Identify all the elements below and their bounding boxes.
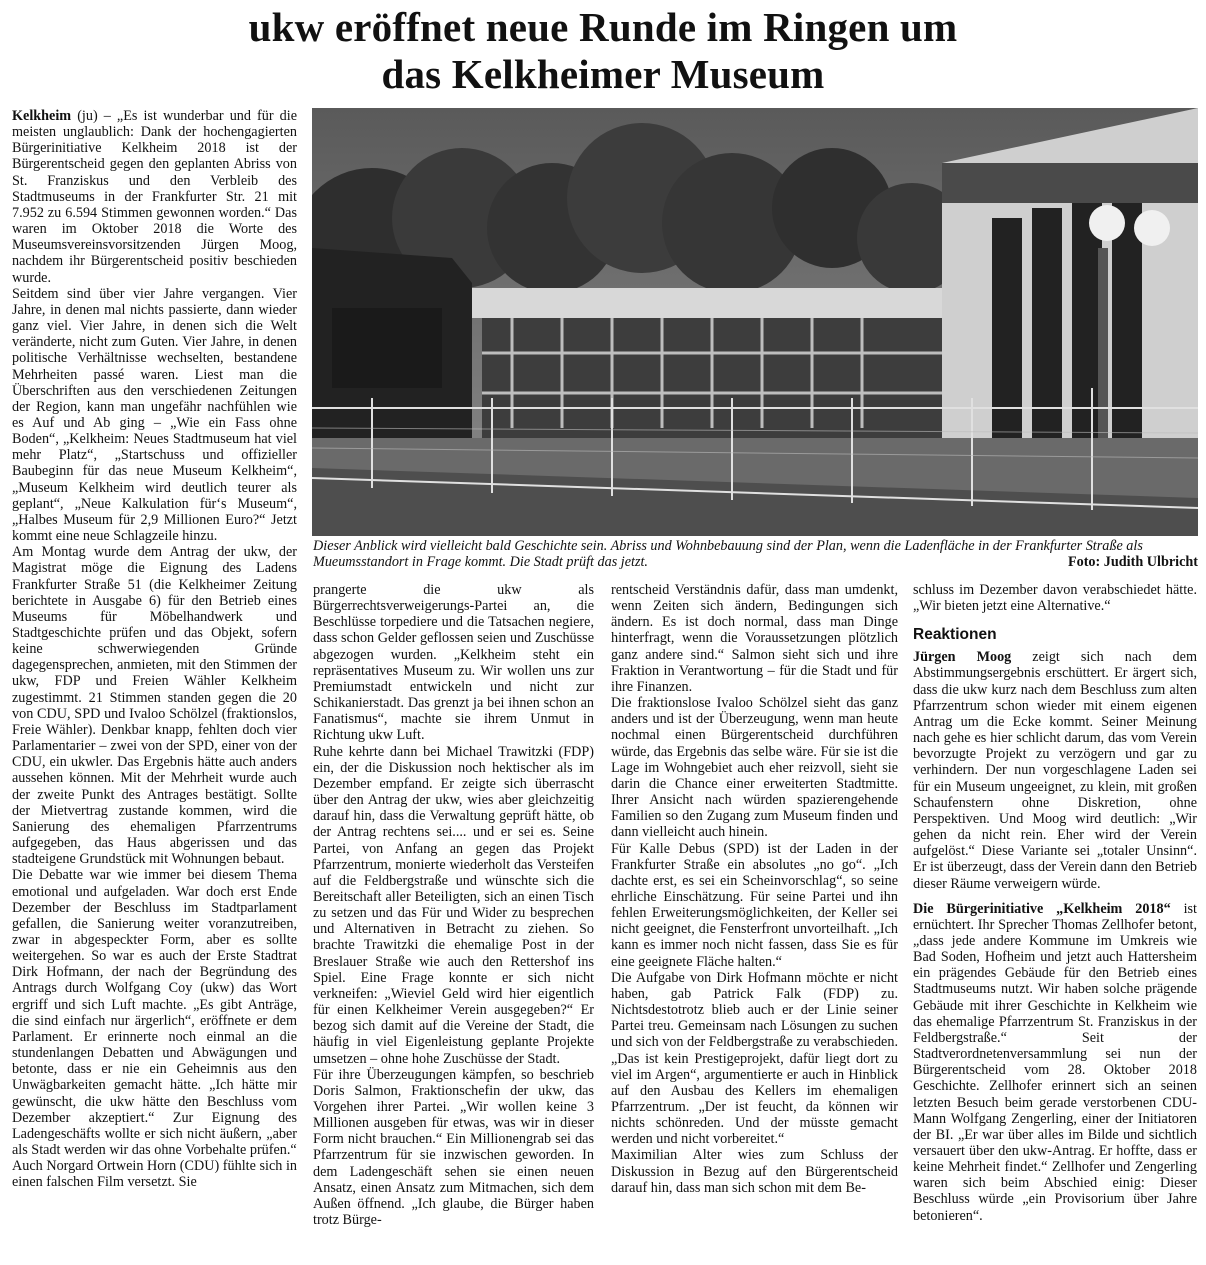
paragraph — [913, 901, 1197, 1224]
paragraph: rentscheid Verständnis dafür, dass man umdenkt, wenn Zeiten sich ändern, Bedingungen sich ändern. Es ist doch normal, dass man Dinge hinterfragt, wenn die Voraussetzungen plötzlich ganz andere sind.“ Salmon sieht sich und ihre Fraktion in Verantwortung – für die Stadt und für ihre Finanzen. — [611, 582, 898, 695]
paragraph-text: ist ernüchtert. Ihr Sprecher Thomas Zellhofer betont, „dass jede andere Kommune im Umkreis wie Bad Soden, Hofheim und jetzt auch Hattersheim ein prägendes Gebäude für den Betrieb eines Stadtmuseums nutzt. Wir haben solche prägende Gebäude mit ihrer Geschichte in Kelkheim wie das ehemalige Pfarrzentrum St. Franziskus in der Feldbergstraße.“ Seit der Stadtverordnetenversammlung sei nun der Bürgerentscheid vom 28. Oktober 2018 Geschichte. Zellhofer erinnert sich an seinen letzten Besuch beim gerade verstorbenen CDU-Mann Wolfgang Zengerling, einer der Initiatoren der BI. „Er war über alles im Bilde und sichtlich versauert über den ukw-Antrag. Er hoffte, dass er keine Mehrheit findet.“ Zellhofer und Zengerling waren sich beim Abschied einig: Dieser Beschluss würde „ein Provisorium über Jahre betonieren“. — [913, 900, 1197, 1224]
paragraph: Die fraktionslose Ivaloo Schölzel sieht das ganz anders und ist der Überzeugung, wenn man heute nochmal einen Bürgerentscheid durchführen würde, das Ergebnis das selbe wäre. Für sie ist die Lage im Wohngebiet auch eher reizvoll, sieht sie darin die Chance einer erweiterten Stadtmitte. Ihrer Ansicht nach würden spazierengehende Familien so den Zugang zum Museum finden und dann vielleicht auch hinein. — [611, 695, 898, 841]
paragraph — [12, 108, 297, 286]
paragraph: Ruhe kehrte dann bei Michael Trawitzki (FDP) ein, der die Diskussion noch hektischer als im Dezember empfand. Er zeigte sich überrascht über den Antrag der ukw, wies aber gleichzeitig darauf hin, dass die Verwaltung geprüft hätte, ob der Antrag rechtens sei.... und er sei es. Seine Partei, von Anfang an gegen das Projekt Pfarrzentrum, monierte wiederholt das Versteifen auf die Feldbergstraße und wünschte sich die Bereitschaft aller Beteiligten, sich an einen Tisch zu setzen und das Für und Wider zu besprechen und Alternativen in Betracht zu ziehen. So brachte Trawitzki die ehemalige Post in der Breslauer Straße wie auch den Rettershof ins Spiel. Eine Frage konnte er sich nicht verkneifen: „Wieviel Geld wird hier eigentlich für einen Kelkheimer Verein ausgegeben?“ Er bezog sich damit auf die Vereine der Stadt, die häufig in viel Eigenleistung geplante Projekte umsetzen – ohne hohe Zuschüsse der Stadt. — [313, 743, 594, 1067]
column-3 — [611, 582, 898, 1258]
headline — [0, 4, 1206, 98]
column-1 — [12, 108, 297, 1258]
paragraph: Für Kalle Debus (SPD) ist der Laden in der Frankfurter Straße ein absolutes „no go“. „Ich dachte erst, es sei ein Scheinvorschlag“, so seine ehrliche Einschätzung. Für seine Partei und ihn fehlen Erweiterungsmöglichkeiten, der Keller sei nicht geeignet, die Fensterfront unvorteilhaft. „Ich kann es immer noch nicht fassen, dass Sie es für eine geeignete Fläche halten.“ — [611, 840, 898, 970]
photo-credit: Foto: Judith Ulbricht — [1067, 554, 1198, 570]
paragraph: Für ihre Überzeugungen kämpfen, so beschrieb Doris Salmon, Fraktionschefin der ukw, das Vorgehen ihrer Partei. „Wir wollen keine 3 Millionen ausgeben für etwas, was wir in dieser Form nicht brauchen.“ Ein Millionengrab sei das Pfarrzentrum für sie inzwischen geworden. In dem Ladengeschäft sehen sie einen neuen Ansatz, einen Ansatz zum Mitmachen, sich dem Außen öffnend. „Ich glaube, die Bürger haben trotz Bürge- — [313, 1066, 594, 1229]
paragraph: schluss im Dezember davon verabschiedet hätte. „Wir bieten jetzt eine Alternative.“ — [913, 582, 1197, 615]
photo-caption — [313, 538, 1198, 570]
dateline: Kelkheim — [12, 108, 72, 124]
paragraph: Seitdem sind über vier Jahre vergangen. Vier Jahre, in denen mal nichts passierte, dann wieder ganz viel. Vier Jahre, in denen sich die Welt veränderte, nicht zum Guten. Vier Jahre, in denen politische Verhältnisse wechselten, bestandene Mehrheiten passé waren. Liest man die Überschriften aus den verschiedenen Zeitungen der Region, kann man ungefähr nachfühlen wie es Auf und Ab ging – „Wie ein Fass ohne Boden“, „Kelkheim: Neues Stadtmuseum hat viel mehr Platz“, „Startschuss und offizieller Baubeginn für das neue Museum Kelkheim“, „Museum Kelkheim wird deutlich teurer als geplant“, „Neue Kalkulation für‘s Museum“, „Halbes Museum für 2,9 Millionen Euro?“ Jetzt kommt eine neue Schlagzeile hinzu. — [12, 285, 297, 545]
lead-name: Die Bürgerinitiative „Kelkheim 2018“ — [913, 900, 1171, 917]
lead-name: Jürgen Moog — [913, 649, 1012, 666]
column-4 — [913, 582, 1197, 1258]
subheading-reactions: Reaktionen — [913, 626, 997, 644]
headline-line-2: das Kelkheimer Museum — [381, 51, 825, 97]
paragraph: Am Montag wurde dem Antrag der ukw, der Magistrat möge die Eignung des Ladens Frankfurter Straße 51 (die Kelkheimer Zeitung berichtete in Ausgabe 6) für den Betrieb eines Museums für Möbelhandwerk und Stadtgeschichte prüfen und das Objekt, sofern keine schwerwiegenden Gründe dagegensprechen, anmieten, mit den Stimmen der ukw, FDP und Freien Wähler Kelkheim zugestimmt. 21 Stimmen standen gegen die 20 von CDU, SPD und Ivaloo Schölzel (fraktionslos, Freie Wähler). Denkbar knapp, fehlten doch vier Parlamentarier – zwei von der SPD, einer von der CDU, ein ukwler. Das Ergebnis hätte auch anders aussehen können. Mit der Mehrheit wurde auch der zweite Punkt des Antrages bestätigt. Sollte der Mietvertrag zustande kommen, wird die Sanierung des ehemaligen Pfarrzentrums aufgegeben, das Haus abgerissen und das stadteigene Grundstück mit Wohnungen bebaut. — [12, 544, 297, 868]
paragraph: Die Debatte war wie immer bei diesem Thema emotional und aufgeladen. War doch erst Ende Dezember der Beschluss im Stadtparlament gefallen, die Sanierung weiter voranzutreiben, zwar in abgespeckter Form, aber es sollte weitergehen. So war es auch der Erste Stadtrat Dirk Hofmann, der nach der Begründung des Antrags durch Wolfgang Coy (ukw) das Wort ergriff und sich Luft machte. „Es gibt Anträge, die sind einfach nur ärgerlich“, eröffnete er dem Parlament. Er erinnerte noch einmal an die stundenlangen Debatten und Abwägungen und betonte, dass er nie ein Geheimnis aus den Unwägbarkeiten gemacht hätte. „Ich hätte mir gewünscht, die ukw hätte den Beschluss vom Dezember akzeptiert.“ Zur Eignung des Ladengeschäfts wollte er sich nicht äußern, „aber als Stadt werden wir das ohne Vorbehalte prüfen.“ — [12, 867, 297, 1158]
paragraph: Maximilian Alter wies zum Schluss der Diskussion in Bezug auf den Bürgerentscheid darauf hin, dass man sich schon mit dem Be- — [611, 1147, 898, 1196]
paragraph-text: (ju) – „Es ist wunderbar und für die meisten unglaublich: Dank der hochengagierten Bürgerinitiative Kelkheim 2018 ist der Bürgerentscheid gegen den geplanten Abriss von St. Franziskus und den Verbleib des Stadtmuseums in der Frankfurter Str. 21 mit 7.952 zu 6.594 Stimmen gewonnen worden.“ Das waren im Oktober 2018 die Worte des Museumsvereinsvorsitzenden Jürgen Moog, nachdem ihr Bürgerentscheid positiv beschieden wurde. — [12, 108, 297, 286]
paragraph: Die Aufgabe von Dirk Hofmann möchte er nicht haben, gab Patrick Falk (FDP) zu. Nichtsdestotrotz blieb auch er der Linie seiner Partei treu. Gemeinsam nach Lösungen zu suchen und sich von der Feldbergstraße zu verabschieden. „Das ist kein Prestigeprojekt, dafür liegt dort zu viel im Argen“, argumentierte er auch in Hinblick auf den Ausbau des Kellers im ehemaligen Pfarrzentrum. „Der ist feucht, da können wir nichts schönreden. Und der müsste gemacht werden und nicht vorbereitet.“ — [611, 969, 898, 1148]
paragraph: prangerte die ukw als Bürgerrechtsverweigerungs-Partei an, die Beschlüsse torpediere und die Tatsachen negiere, dass schon Gelder geflossen seien und Zuschüsse abgezogen wurden. „Kelkheim steht ein repräsentatives Museum zu. Wir wollen uns zur Premiumstadt entwickeln und nicht zur Schikanierstadt. Das grenzt ja bei ihnen schon an Fanatismus“, machte sie ihrem Unmut in Richtung ukw Luft. — [313, 582, 594, 744]
paragraph — [913, 649, 1197, 891]
paragraph: Auch Norgard Ortwein Horn (CDU) fühlte sich in einen falschen Film versetzt. Sie — [12, 1158, 297, 1191]
headline-line-1: ukw eröffnet neue Runde im Ringen um — [248, 4, 958, 50]
column-2 — [313, 582, 594, 1258]
caption-text: Dieser Anblick wird vielleicht bald Geschichte sein. Abriss und Wohnbebauung sind der Plan, wenn die Ladenfläche in der Frankfurter Straße als Mueumsstandort in Frage kommt. Die Stadt prüft das jetzt. — [313, 538, 1143, 570]
paragraph-text: zeigt sich nach dem Abstimmungsergebnis erschüttert. Er ärgert sich, dass die ukw kurz nach dem Beschluss zum alten Pfarrzentrum schon wieder mit einem eigenen Antrag um die Ecke kommt. Seiner Meinung nach gehe es hier schlicht darum, das vom Verein bevorzugte Projekt zu verzögern und gar zu verhindern. Der nun vorgeschlagene Laden sei für ein Museum ungeeignet, zu klein, mit großen Schaufenstern ohne Diskretion, ohne Perspektiven. Und Moog wird deutlich: „Wir gehen da nicht rein. Eher wird der Verein aufgelöst.“ Diese Variante sei „totaler Unsinn“. Er ist überzeugt, dass der Verein dann den Betrieb dieser Räume verweigern würde. — [913, 649, 1197, 892]
article-photo — [312, 108, 1198, 536]
